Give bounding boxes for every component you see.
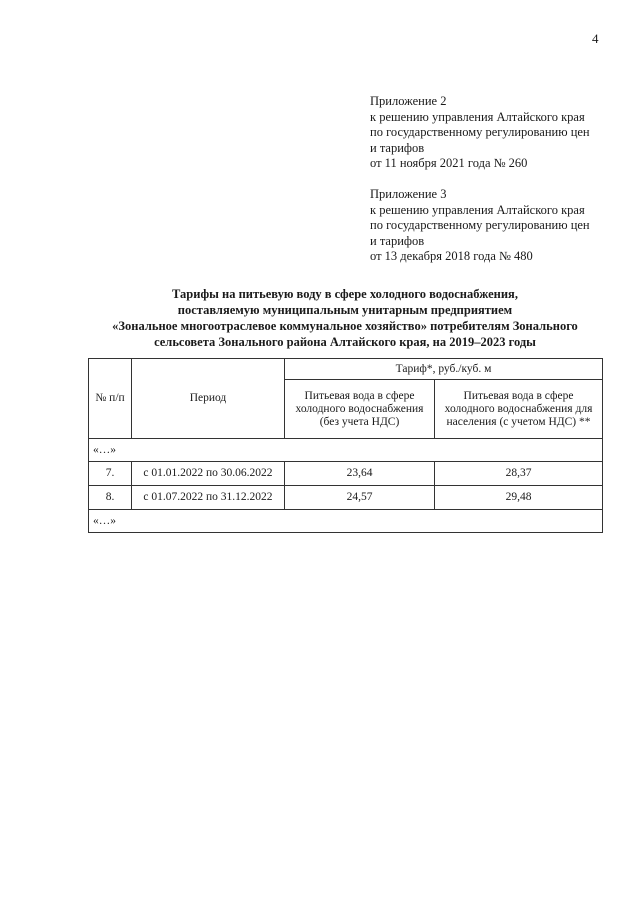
table-row-ellipsis: [89, 439, 603, 462]
annex-line: от 11 ноября 2021 года № 260: [370, 156, 528, 170]
cell-no-vat: 24,57: [285, 486, 435, 510]
header-no-vat: Питьевая вода в сфере холодного водоснабжения (без учета НДС): [285, 380, 435, 439]
page-number: 4: [592, 31, 599, 46]
table-header-row: [89, 359, 603, 380]
table-row-ellipsis: [89, 510, 603, 533]
annex-line: и тарифов: [370, 140, 425, 155]
header-tariff-group: Тариф*, руб./куб. м: [285, 359, 603, 380]
annex-line: по государственному регулированию цен: [370, 125, 590, 139]
cell-period: с 01.01.2022 по 30.06.2022: [132, 462, 285, 486]
cell-population: 28,37: [435, 462, 603, 486]
annex-line: к решению управления Алтайского края: [370, 109, 585, 124]
tariff-table: [88, 358, 603, 533]
ellipsis-cell: «…»: [89, 439, 603, 462]
ellipsis-cell: «…»: [89, 510, 603, 533]
annex-line: Приложение 3: [370, 187, 447, 201]
title-line: поставляемую муниципальным унитарным предприятием: [177, 303, 513, 317]
title-line: сельсовета Зонального района Алтайского края, на 2019–2023 годы: [154, 335, 536, 349]
table-row: [89, 462, 603, 486]
annex-header-2: [370, 94, 590, 172]
annex-line: и тарифов: [370, 233, 425, 248]
document-title: [60, 286, 630, 350]
header-period: Период: [132, 359, 285, 439]
cell-period: с 01.07.2022 по 31.12.2022: [132, 486, 285, 510]
cell-num: 8.: [89, 486, 132, 510]
title-line: «Зональное многоотраслевое коммунальное хозяйство» потребителям Зонального: [112, 319, 578, 333]
cell-no-vat: 23,64: [285, 462, 435, 486]
header-num: № п/п: [89, 359, 132, 439]
annex-line: по государственному регулированию цен: [370, 218, 590, 232]
annex-line: к решению управления Алтайского края: [370, 202, 585, 217]
cell-num: 7.: [89, 462, 132, 486]
annex-line: Приложение 2: [370, 94, 447, 108]
title-line: Тарифы на питьевую воду в сфере холодного водоснабжения,: [172, 287, 518, 301]
header-population: Питьевая вода в сфере холодного водоснабжения для населения (с учетом НДС) **: [435, 380, 603, 439]
annex-header-3: [370, 187, 590, 265]
cell-population: 29,48: [435, 486, 603, 510]
annex-line: от 13 декабря 2018 года № 480: [370, 249, 533, 263]
table-row: [89, 486, 603, 510]
